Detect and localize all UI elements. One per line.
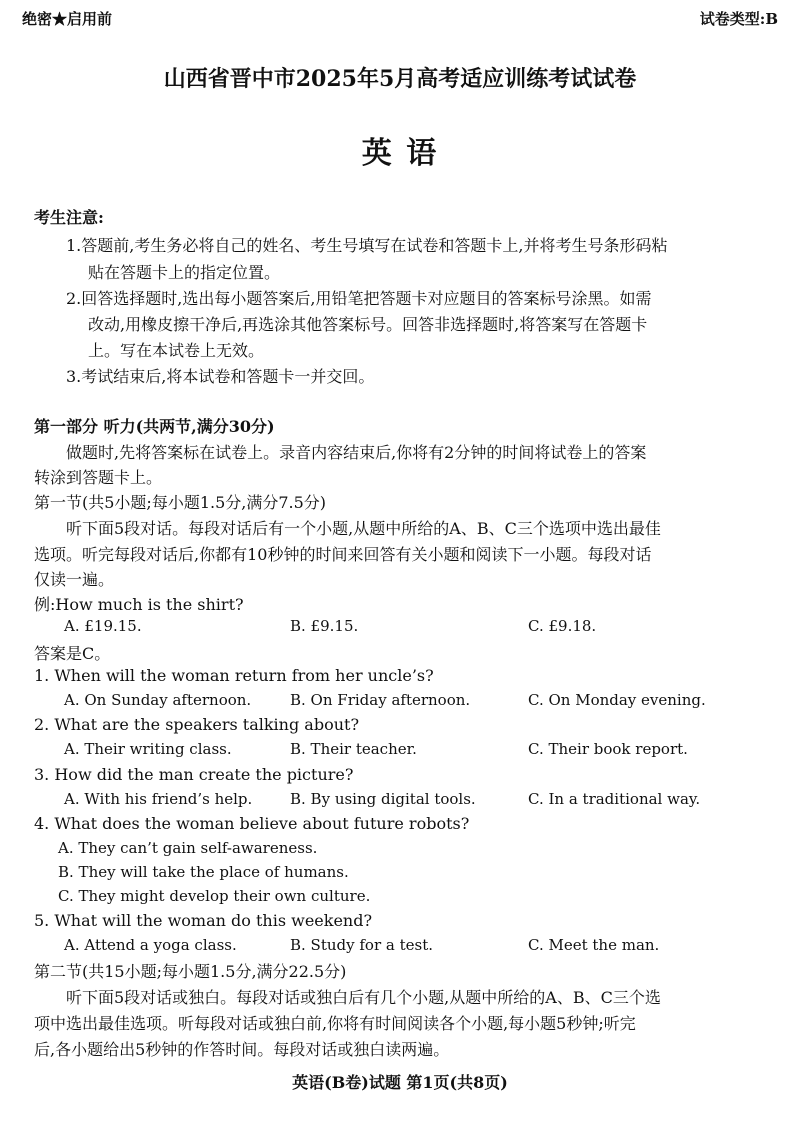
question-3-option-c: C. In a traditional way. bbox=[528, 790, 701, 808]
confidential-label: 绝密★启用前 bbox=[22, 10, 113, 28]
question-2-option-b: B. Their teacher. bbox=[290, 740, 417, 758]
notice-item-1-line-1: 1.答题前,考生务必将自己的姓名、考生号填写在试卷和答题卡上,并将考生号条形码粘 bbox=[66, 236, 668, 255]
question-5-option-c: C. Meet the man. bbox=[528, 936, 660, 954]
section2-instructions-line-2: 项中选出最佳选项。听每段对话或独白前,你将有时间阅读各个小题,每小题5秒钟;听完 bbox=[34, 1014, 636, 1033]
question-1-option-b: B. On Friday afternoon. bbox=[290, 691, 471, 709]
subject-title: 英 语 bbox=[361, 136, 439, 171]
example-question: 例:How much is the shirt? bbox=[34, 595, 244, 614]
question-1-option-c: C. On Monday evening. bbox=[528, 691, 706, 709]
notice-item-1-line-2: 贴在答题卡上的指定位置。 bbox=[88, 263, 281, 282]
example-option-b: B. £9.15. bbox=[290, 617, 359, 635]
question-1: 1. When will the woman return from her uncle’s? bbox=[34, 666, 434, 685]
question-2-option-a: A. Their writing class. bbox=[64, 740, 232, 758]
example-option-a: A. £19.15. bbox=[64, 617, 142, 635]
paper-type-label: 试卷类型:B bbox=[699, 10, 778, 28]
notice-item-2-line-3: 上。写在本试卷上无效。 bbox=[88, 341, 265, 360]
section2-instructions-line-3: 后,各小题给出5秒钟的作答时间。每段对话或独白读两遍。 bbox=[34, 1040, 450, 1059]
section1-instructions-line-3: 仅读一遍。 bbox=[34, 570, 115, 589]
question-1-option-a: A. On Sunday afternoon. bbox=[64, 691, 252, 709]
part1-heading: 第一部分 听力(共两节,满分30分) bbox=[34, 417, 275, 436]
question-4-option-a: A. They can’t gain self-awareness. bbox=[58, 839, 318, 857]
part1-intro-line-1: 做题时,先将答案标在试卷上。录音内容结束后,你将有2分钟的时间将试卷上的答案 bbox=[66, 443, 647, 462]
question-3: 3. How did the man create the picture? bbox=[34, 765, 354, 784]
example-answer: 答案是C。 bbox=[34, 644, 111, 663]
notice-heading: 考生注意: bbox=[34, 208, 104, 227]
section2-instructions-line-1: 听下面5段对话或独白。每段对话或独白后有几个小题,从题中所给的A、B、C三个选 bbox=[66, 988, 661, 1007]
question-2: 2. What are the speakers talking about? bbox=[34, 715, 360, 734]
section1-instructions-line-1: 听下面5段对话。每段对话后有一个小题,从题中所给的A、B、C三个选项中选出最佳 bbox=[66, 519, 661, 538]
question-2-option-c: C. Their book report. bbox=[528, 740, 688, 758]
question-5-option-a: A. Attend a yoga class. bbox=[64, 936, 237, 954]
part1-intro-line-2: 转涂到答题卡上。 bbox=[34, 468, 163, 487]
question-3-option-b: B. By using digital tools. bbox=[290, 790, 476, 808]
notice-item-3-line-1: 3.考试结束后,将本试卷和答题卡一并交回。 bbox=[66, 367, 375, 386]
question-3-option-a: A. With his friend’s help. bbox=[64, 790, 253, 808]
section1-instructions-line-2: 选项。听完每段对话后,你都有10秒钟的时间来回答有关小题和阅读下一小题。每段对话 bbox=[34, 545, 652, 564]
question-5: 5. What will the woman do this weekend? bbox=[34, 911, 373, 930]
section1-heading: 第一节(共5小题;每小题1.5分,满分7.5分) bbox=[34, 493, 327, 512]
exam-title: 山西省晋中市2025年5月高考适应训练考试试卷 bbox=[163, 66, 637, 92]
question-4-option-c: C. They might develop their own culture. bbox=[58, 887, 371, 905]
page-footer: 英语(B卷)试题 第1页(共8页) bbox=[292, 1073, 508, 1092]
question-5-option-b: B. Study for a test. bbox=[290, 936, 433, 954]
example-option-c: C. £9.18. bbox=[528, 617, 597, 635]
section2-heading: 第二节(共15小题;每小题1.5分,满分22.5分) bbox=[34, 962, 347, 981]
question-4-option-b: B. They will take the place of humans. bbox=[58, 863, 349, 881]
question-4: 4. What does the woman believe about future robots? bbox=[34, 814, 470, 833]
notice-item-2-line-2: 改动,用橡皮擦干净后,再选涂其他答案标号。回答非选择题时,将答案写在答题卡 bbox=[88, 315, 648, 334]
notice-item-2-line-1: 2.回答选择题时,选出每小题答案后,用铅笔把答题卡对应题目的答案标号涂黑。如需 bbox=[66, 289, 652, 308]
